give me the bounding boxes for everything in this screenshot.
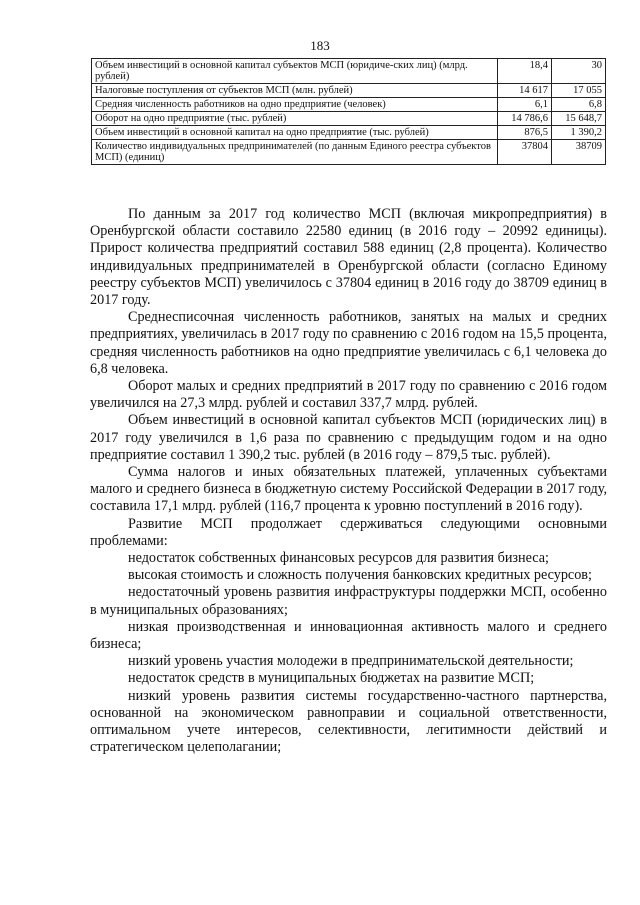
value-2016: 37804 [498,140,552,165]
value-2017: 38709 [552,140,606,165]
paragraph: Оборот малых и средних предприятий в 2017 году по сравнению с 2016 годом увеличился на 27,3 млрд. рублей и составил 337,7 млрд. рублей. [90,378,607,412]
row-label: Объем инвестиций в основной капитал на одно предприятие (тыс. рублей) [92,126,498,140]
row-label: Налоговые поступления от субъектов МСП (млн. рублей) [92,84,498,98]
value-2016: 6,1 [498,98,552,112]
list-item: высокая стоимость и сложность получения банковских кредитных ресурсов; [128,567,592,584]
paragraph: Среднесписочная численность работников, занятых на малых и средних предприятиях, увеличилась в 2017 году по сравнению с 2016 годом на 15,5 процента, средняя численность работников на одно предприятие увеличилась с 6,1 человека до 6,8 человека. [90,309,607,377]
value-2017: 17 055 [552,84,606,98]
row-label: Количество индивидуальных предпринимателей (по данным Единого реестра субъектов МСП) (единиц) [92,140,498,165]
list-item: недостаток собственных финансовых ресурсов для развития бизнеса; [128,550,549,567]
table-row [92,112,606,126]
table-row [92,126,606,140]
row-label: Оборот на одно предприятие (тыс. рублей) [92,112,498,126]
paragraph: Объем инвестиций в основной капитал субъектов МСП (юридических лиц) в 2017 году увеличился в 1,6 раза по сравнению с предыдущим годом и на одно предприятие составил 1 390,2 тыс. рублей (в 2016 году – 879,5 тыс. рублей). [90,412,607,463]
value-2016: 18,4 [498,59,552,84]
table-row [92,84,606,98]
list-item: низкая производственная и инновационная активность малого и среднего бизнеса; [90,618,607,653]
page-number: 183 [310,38,330,53]
paragraph: По данным за 2017 год количество МСП (включая микропредприятия) в Оренбургской области составило 22580 единиц (в 2016 году – 20992 единицы). Прирост количества предприятий составил 588 единиц (2,8 процента). Количество индивидуальных предпринимателей в Оренбургской области (согласно Единому реестру субъектов МСП) увеличилось с 37804 единиц в 2016 году до 38709 единиц в 2017 году. [90,206,607,309]
paragraph: Сумма налогов и иных обязательных платежей, уплаченных субъектами малого и среднего бизнеса в бюджетную систему Российской Федерации в 2017 году, составила 17,1 млрд. рублей (116,7 процента к уровню поступлений в 2016 году). [90,464,607,515]
value-2017: 30 [552,59,606,84]
list-item: недостаточный уровень развития инфраструктуры поддержки МСП, особенно в муниципальных образованиях; [90,584,607,618]
list-item: низкий уровень участия молодежи в предпринимательской деятельности; [128,653,574,670]
value-2017: 1 390,2 [552,126,606,140]
row-label: Объем инвестиций в основной капитал субъектов МСП (юридиче-ских лиц) (млрд. рублей) [92,59,498,84]
table-row [92,98,606,112]
paragraph: Развитие МСП продолжает сдерживаться следующими основными проблемами: [90,515,607,549]
table-row [92,59,606,84]
value-2016: 14 617 [498,84,552,98]
value-2016: 876,5 [498,126,552,140]
body-text [90,206,607,757]
value-2016: 14 786,6 [498,112,552,126]
list-item: низкий уровень развития системы государственно-частного партнерства, основанной на экономическом равноправии и социальной ответственности, оптимальном учете интересов, селективности, легитимности действий и стратегическом целеполагании; [90,687,607,756]
value-2017: 15 648,7 [552,112,606,126]
row-label: Средняя численность работников на одно предприятие (человек) [92,98,498,112]
table-row [92,140,606,165]
list-item: недостаток средств в муниципальных бюджетах на развитие МСП; [128,670,535,687]
statistics-table [91,58,606,165]
value-2017: 6,8 [552,98,606,112]
